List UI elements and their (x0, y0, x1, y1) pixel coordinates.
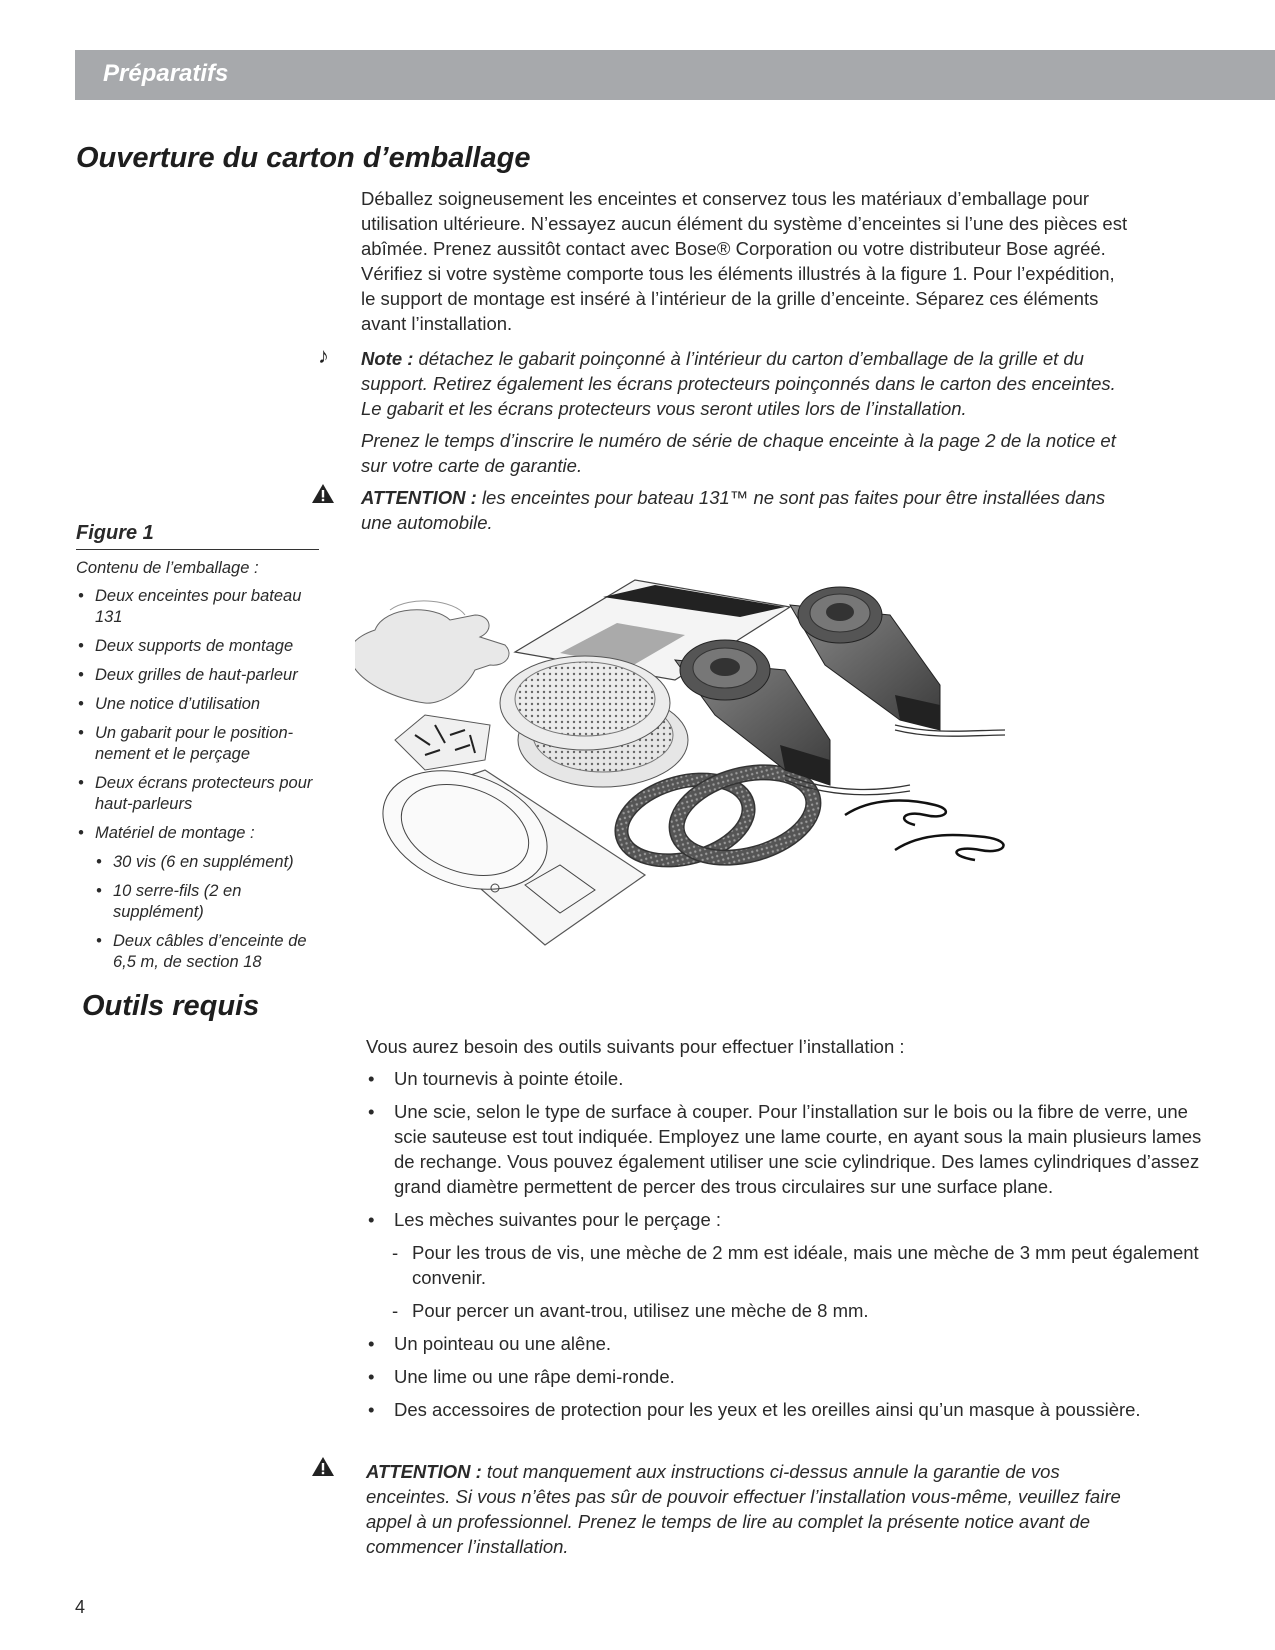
list-item: • Les mèches suivantes pour le perçage : (364, 1207, 1204, 1232)
warning-label: ATTENTION : (361, 487, 477, 508)
list-item: • Une lime ou une râpe demi-ronde. (364, 1364, 1204, 1389)
tools-list (364, 1066, 1204, 1430)
figure-caption: Contenu de l’emballage : (76, 559, 259, 577)
package-contents-illustration (355, 575, 1225, 1000)
warning-triangle-icon (311, 1456, 335, 1477)
tools-warning-block (366, 1459, 1226, 1559)
list-sub-item: - Pour les trous de vis, une mèche de 2 mm est idéale, mais une mèche de 3 mm peut également convenir. (364, 1240, 1204, 1290)
page-number: 4 (75, 1597, 86, 1617)
figure-contents-list (76, 586, 326, 981)
paragraph-line: avant l’installation. (361, 313, 513, 334)
serial-line: Prenez le temps d’inscrire le numéro de série de chaque enceinte à la page 2 de la notice et (361, 430, 1116, 451)
note-line: support. Retirez également les écrans protecteurs poinçonnés dans le carton des enceintes. (361, 373, 1116, 394)
unpacking-paragraph (361, 186, 1221, 336)
section-header-bar (75, 50, 1275, 100)
list-item: • Matériel de montage : (76, 823, 326, 844)
paragraph-line: Vérifiez si votre système comporte tous les éléments illustrés à la figure 1. Pour l’expédition, (361, 263, 1115, 284)
note-label: Note : (361, 348, 414, 369)
list-item: • Un gabarit pour le position-nement et le perçage (76, 723, 326, 765)
list-item: • Deux supports de montage (76, 636, 326, 657)
paragraph-line: le support de montage est inséré à l’intérieur de la grille d’enceinte. Séparez ces éléments (361, 288, 1099, 309)
list-item: • Un pointeau ou une alêne. (364, 1331, 1204, 1356)
figure-title: Figure 1 (76, 522, 319, 550)
list-item: • Deux enceintes pour bateau 131 (76, 586, 326, 628)
warning-line: commencer l’installation. (366, 1536, 569, 1557)
section-title: Préparatifs (103, 60, 229, 87)
warning-line: les enceintes pour bateau 131™ ne sont pas faites pour être installées dans (476, 487, 1106, 508)
paragraph-line: utilisation ultérieure. N’essayez aucun élément du système d’enceintes si l’une des pièces est (361, 213, 1128, 234)
warning-line: une automobile. (361, 512, 493, 533)
hardware-bag-illustration (395, 715, 490, 770)
list-sub-item: • 30 vis (6 en supplément) (76, 852, 326, 873)
list-sub-item: • Deux câbles d’enceinte de 6,5 m, de section 18 (76, 931, 326, 973)
paragraph-line: Déballez soigneusement les enceintes et conservez tous les matériaux d’emballage pour (361, 188, 1090, 209)
warning-line: enceintes. Si vous n’êtes pas sûr de pouvoir effectuer l’installation vous-même, veuillez faire (366, 1486, 1121, 1507)
paragraph-line: abîmée. Prenez aussitôt contact avec Bose® Corporation ou votre distributeur Bose agréé. (361, 238, 1106, 259)
list-item: • Une notice d’utilisation (76, 694, 326, 715)
warning-label: ATTENTION : (366, 1461, 482, 1482)
serial-number-block (361, 428, 1221, 478)
music-note-icon: ♪ (318, 343, 329, 368)
tools-heading: Outils requis (82, 990, 260, 1022)
warning-line: appel à un professionnel. Prenez le temps de lire au complet la présente notice avant de (366, 1511, 1091, 1532)
list-item: • Un tournevis à pointe étoile. (364, 1066, 1204, 1091)
unpacking-heading: Ouverture du carton d’emballage (76, 142, 531, 174)
protective-screen-illustration (355, 601, 509, 703)
note-block (361, 346, 1221, 421)
speaker-wire-illustration (845, 801, 1004, 860)
note-line: détachez le gabarit poinçonné à l’intérieur du carton d’emballage de la grille et du (413, 348, 1084, 369)
tools-intro: Vous aurez besoin des outils suivants pour effectuer l’installation : (366, 1036, 905, 1057)
list-item: • Des accessoires de protection pour les yeux et les oreilles ainsi qu’un masque à poussière. (364, 1397, 1204, 1422)
warning-line: tout manquement aux instructions ci-dessus annule la garantie de vos (481, 1461, 1060, 1482)
list-item: • Deux grilles de haut-parleur (76, 665, 326, 686)
warning-triangle-icon (311, 483, 335, 504)
list-sub-item: • 10 serre-fils (2 en supplément) (76, 881, 326, 923)
warning-block (361, 485, 1221, 535)
note-line: Le gabarit et les écrans protecteurs vous seront utiles lors de l’installation. (361, 398, 967, 419)
serial-line: sur votre carte de garantie. (361, 455, 583, 476)
list-item: • Une scie, selon le type de surface à couper. Pour l’installation sur le bois ou la fibre de verre, une scie sauteuse est tout indiquée. Employez une lame courte, en ayant sous la main plusieurs lames de rechange. Vous pouvez également utiliser une scie cylindrique. Des lames cylindriques d’assez grand diamètre permettent de percer des trous circulaires sur une surface plane. (364, 1099, 1204, 1199)
list-sub-item: - Pour percer un avant-trou, utilisez une mèche de 8 mm. (364, 1298, 1204, 1323)
list-item: • Deux écrans protecteurs pour haut-parleurs (76, 773, 326, 815)
